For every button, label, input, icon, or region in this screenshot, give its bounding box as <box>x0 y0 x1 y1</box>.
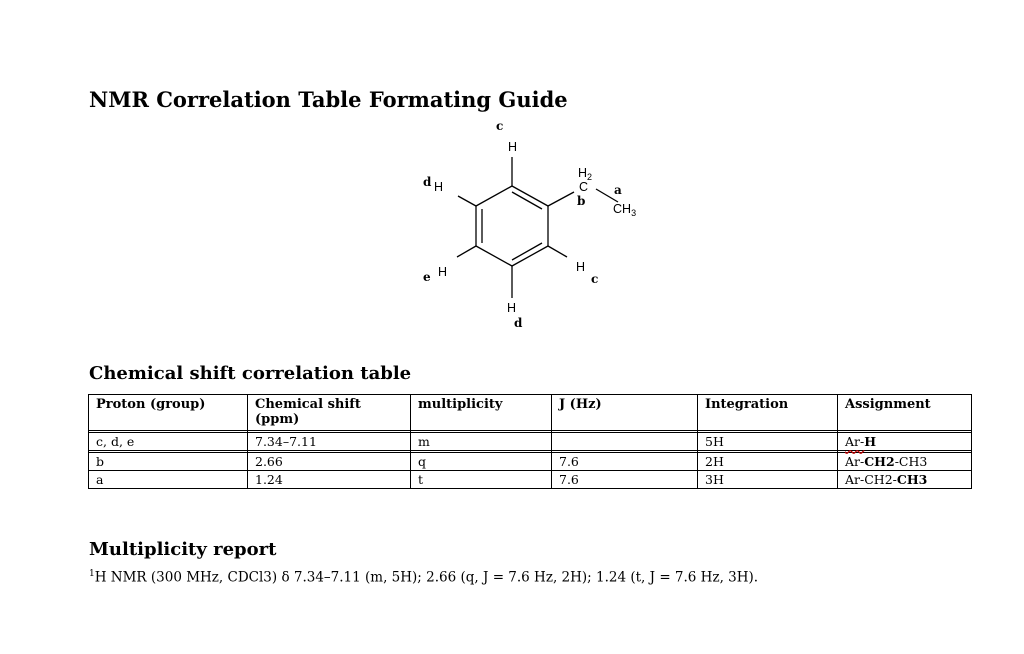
page-title: NMR Correlation Table Formating Guide <box>89 87 568 112</box>
assign-bold: CH2 <box>864 454 895 469</box>
cell-assignment <box>838 453 972 471</box>
h-top: H <box>508 140 518 154</box>
cell-j <box>552 433 698 451</box>
header-shift: Chemical shift (ppm) <box>248 395 411 431</box>
letter-c-top: c <box>496 119 504 133</box>
table-row <box>89 453 972 471</box>
multiplicity-report <box>89 569 758 586</box>
assign-pre: Ar- <box>845 454 865 469</box>
cell-integration: 5H <box>698 433 838 451</box>
report-superscript: 1 <box>89 569 95 579</box>
report-title: Multiplicity report <box>89 539 277 560</box>
assign-post: -CH3 <box>894 454 928 469</box>
ch2-h2-label: $H_2$ <box>578 166 593 182</box>
chemical-shift-table <box>88 394 972 489</box>
cell-assignment <box>838 471 972 489</box>
cell-multiplicity: q <box>411 453 552 471</box>
table-row <box>89 471 972 489</box>
letter-d-left: d <box>423 175 432 189</box>
header-assignment: Assignment <box>838 395 972 431</box>
letter-e: e <box>423 270 431 284</box>
table-row <box>89 433 972 451</box>
h-bottom: H <box>507 301 517 315</box>
benzene-ring <box>476 186 548 266</box>
letter-a: a <box>614 183 622 197</box>
cell-proton: c, d, e <box>89 433 248 451</box>
cell-shift: 1.24 <box>248 471 411 489</box>
letter-d-bottom: d <box>514 316 523 330</box>
letter-b: b <box>577 194 586 208</box>
h-top-left: H <box>434 180 444 194</box>
assign-pre: Ar-CH2- <box>845 472 897 487</box>
h-bottom-left: H <box>438 265 448 279</box>
cell-integration: 3H <box>698 471 838 489</box>
letter-c-right: c <box>591 272 599 286</box>
assign-bold: H <box>864 434 877 449</box>
header-j: J (Hz) <box>552 395 698 431</box>
ch3-label: $CH_3$ <box>613 202 637 218</box>
cell-j: 7.6 <box>552 471 698 489</box>
assign-bold: CH3 <box>896 472 928 487</box>
ch2-c-label: C <box>579 180 589 194</box>
cell-multiplicity: m <box>411 433 552 451</box>
cell-assignment <box>838 433 972 451</box>
cell-shift: 7.34–7.11 <box>248 433 411 451</box>
cell-proton: a <box>89 471 248 489</box>
h-bottom-right: H <box>576 260 586 274</box>
cell-multiplicity: t <box>411 471 552 489</box>
table-title: Chemical shift correlation table <box>89 363 412 384</box>
cell-integration: 2H <box>698 453 838 471</box>
header-integration: Integration <box>698 395 838 431</box>
table-header-row <box>89 395 972 431</box>
cell-shift: 2.66 <box>248 453 411 471</box>
report-text: H NMR (300 MHz, CDCl3) δ 7.34–7.11 (m, 5H); 2.66 (q, J = 7.6 Hz, 2H); 1.24 (t, J = 7.6 Hz, 3H). <box>94 569 759 586</box>
assign-pre: Ar- <box>845 434 865 449</box>
cell-j: 7.6 <box>552 453 698 471</box>
header-multiplicity: multiplicity <box>411 395 552 431</box>
header-proton: Proton (group) <box>89 395 248 431</box>
cell-proton: b <box>89 453 248 471</box>
